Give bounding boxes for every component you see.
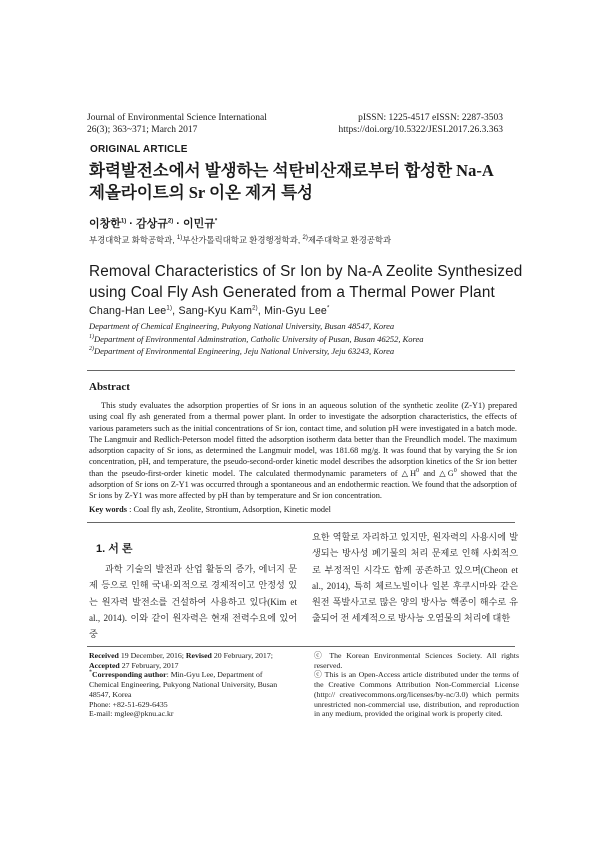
affiliation-line: $^{1)}$Department of Environmental Adminstration, Catholic University of Pusan, Busan 46252, Korea <box>89 333 424 344</box>
english-title-line2: using Coal Fly Ash Generated from a Thermal Power Plant <box>89 283 495 301</box>
divider <box>87 522 515 523</box>
license-text: ⓒ This is an Open-Access article distributed under the terms of the Creative Commons Attribution Non-Commercial License (http:// creativecommons.org/licenses/by-nc/3.0) which permits unrestricted non-commercial use, distribution, and reproduction in any medium, provided the original work is properly cited. <box>314 670 519 719</box>
english-title-line1: Removal Characteristics of Sr Ion by Na-A Zeolite Synthesized <box>89 263 523 280</box>
footnote-dates: Received 19 December, 2016; Revised 20 February, 2017; Accepted 27 February, 2017 *Corresponding author: Min-Gyu Lee, Department of Chemical Engineering, Pukyong National University, Busan 48547, Korea Phone: +82-51-629-6435 E-mail: mglee@pknu.ac.kr <box>89 651 294 719</box>
divider <box>87 370 515 371</box>
keywords <box>89 505 519 514</box>
abstract-heading: Abstract <box>89 381 130 393</box>
paragraph: 과학 기술의 발전과 산업 활동의 증가, 에너지 문제 등으로 인해 국내·외적으로 경제적이고 안정성 있는 원자력 발전소를 건설하여 사용하고 있다(Kim et al., 2014). 이와 같이 원자력은 현재 전력수요에 있어 중 <box>89 564 297 640</box>
korean-title-line2: 제올라이트의 Sr 이온 제거 특성 <box>89 183 313 202</box>
korean-title-line1: 화력발전소에서 발생하는 석탄비산재로부터 합성한 Na-A <box>89 161 494 180</box>
phone: Phone: +82-51-629-6435 <box>89 699 168 709</box>
footnote-license <box>314 651 519 719</box>
affiliation-line: $^{2)}$Department of Environmental Engineering, Jeju National University, Jeju 63243, Korea <box>89 346 395 356</box>
section-heading: 1. 서 론 <box>96 543 133 555</box>
issn: pISSN: 1225-4517 eISSN: 2287-3503 <box>358 113 503 123</box>
korean-title <box>89 160 519 204</box>
copyright: ⓒ The Korean Environmental Sciences Society. All rights reserved. <box>314 651 519 670</box>
email[interactable]: E-mail: mglee@pknu.ac.kr <box>89 709 174 719</box>
keywords-list: : Coal fly ash, Zeolite, Strontium, Adsorption, Kinetic model <box>127 505 331 514</box>
paragraph: 요한 역할로 자리하고 있지만, 원자력의 사용시에 발생되는 방사성 폐기물의 처리 문제로 인해 사회적으로 부정적인 시각도 함께 공존하고 있으며(Cheon et al., 2014), 특히 체르노빌이나 일본 후쿠시마와 같은 원전 폭발사고로 많은 양의 방사능 핵종이 해수로 유출되어 전 세계적으로 방사능 오염물의 처리에 대한 <box>312 532 518 624</box>
english-authors: Chang-Han Lee$^{1)}$, Sang-Kyu Kam$^{2)}$, Min-Gyu Lee* <box>89 305 330 317</box>
volume-info: 26(3); 363~371; March 2017 <box>87 125 198 135</box>
body-column-left <box>89 561 297 642</box>
english-author: Chang-Han Lee <box>89 305 167 317</box>
korean-author: 이민규 <box>183 218 215 230</box>
english-affiliations <box>89 320 529 358</box>
journal-name: Journal of Environmental Science International <box>87 113 267 123</box>
english-title <box>89 262 529 303</box>
english-author: Min-Gyu Lee <box>264 305 328 317</box>
article-type: ORIGINAL ARTICLE <box>90 144 188 155</box>
korean-affiliations: 부경대학교 화학공학과, $^{1)}$부산가톨릭대학교 환경행정학과, $^{2)}$제주대학교 환경공학과 <box>89 235 392 245</box>
english-author: Sang-Kyu Kam <box>178 305 253 317</box>
corresponding-author: *Corresponding author: Min-Gyu Lee, Department of Chemical Engineering, Pukyong National University, Busan 48547, Korea <box>89 669 278 699</box>
journal-identifiers <box>243 112 503 136</box>
abstract-text: This study evaluates the adsorption properties of Sr ions in an aqueous solution of the synthetic zeolite (Z-Y1) prepared using coal fly ash generated from a thermal power plant. In order to investigate the adsorption characteristics, the effects of various parameters such as the initial concentrations of Sr ion, contact time, and solution pH were investigated in a batch mode. The Langmuir and Redlich-Peterson model fitted the adsorption isotherm data better than the Freundlich model. The maximum adsorption capacity of Sr ions, as determined the Langmuir model, was 181.68 mg/g. It was found that by varying the Sr ion concentration, pH, and temperature, the pseudo-second-order kinetic model describes the adsorption kinetics of the Sr ion better than the pseudo-first-order kinetic model. The calculated thermodynamic parameters of $\triangle H^0$ and $\triangle G^0$ showed that the adsorption of Sr ions on Z-Y1 was occurred through a spontaneous and an endothermic reaction. We found that the adsorption of Sr ions by Z-Y1 was more affected by pH than by temperature and Sr ion concentration. <box>89 401 517 501</box>
doi-link[interactable]: https://doi.org/10.5322/JESI.2017.26.3.363 <box>338 125 503 135</box>
korean-authors: 이창한$^{1)}$ · 감상규$^{2)}$ · 이민규* <box>89 218 218 230</box>
footnote-divider <box>87 646 515 647</box>
affiliation-line: Department of Chemical Engineering, Pukyong National University, Busan 48547, Korea <box>89 321 395 331</box>
korean-author: 감상규 <box>136 218 168 230</box>
body-column-right <box>312 529 518 627</box>
keywords-label: Key words <box>89 505 128 514</box>
korean-author: 이창한 <box>89 218 121 230</box>
